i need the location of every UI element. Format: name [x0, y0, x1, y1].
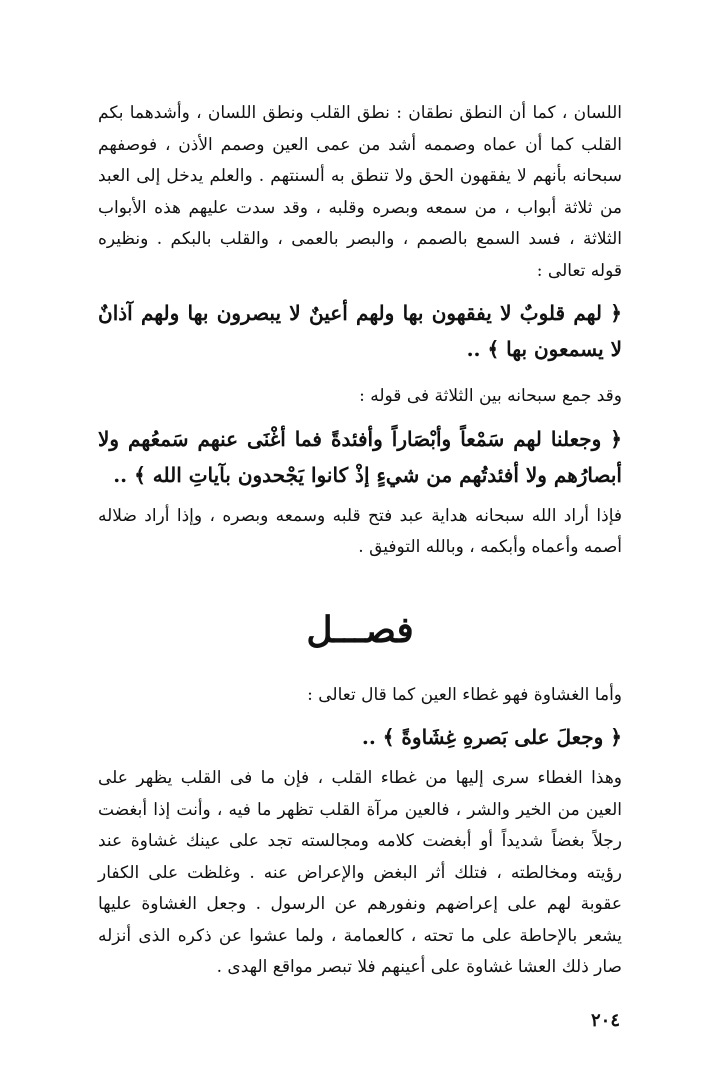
quran-verse-1: ﴿ لهم قلوبٌ لا يفقهون بها ولهم أعينٌ لا يبصرون بها ولهم آذانٌ لا يسمعون بها ﴾ .. — [98, 301, 622, 361]
spacer — [98, 287, 622, 295]
quran-verse-3: ﴿ وجعلَ على بَصرهِ غِشَاوةً ﴾ .. — [361, 725, 622, 749]
paragraph-5: وهذا الغطاء سرى إليها من غطاء القلب ، فإن ما فى القلب يظهر على العين من الخير والشر ، فالعين مرآة القلب تظهر ما فيه ، وأنت إذا أبغضت رجلاً بغضاً شديداً أو أبغضت كلامه ومجالسته تجد على عينك غشاوة عند رؤيته ومخالطته ، فتلك أثر البغض والإعراض عنه . وغلظت على الكفار عقوبة لهم على إعراضهم ونفورهم عن الرسول . وجعل الغشاوة عليها يشعر بالإحاطة على ما تحته ، كالعمامة ، ولما عشوا عن ذكره الذى أنزله صار ذلك العشا غشاوة على أعينهم فلا تبصر مواقع الهدى . — [98, 768, 622, 977]
quran-verse-2: ﴿ وجعلنا لهم سَمْعاً وأبْصَاراً وأفئدةً فما أغْنَى عنهم سَمعُهم ولا أبصارُهم ولا أفئدتُهم من شيءٍ إذْ كانوا يَجْحدون بآياتِ الله ﴾ .. — [98, 426, 622, 487]
paragraph-3: فإذا أراد الله سبحانه هداية عبد فتح قلبه وسمعه وبصره ، وإذا أراد ضلاله أصمه وأعماه وأبكمه ، وبالله التوفيق . — [98, 505, 622, 557]
spacer — [98, 755, 622, 763]
paragraph-4: وأما الغشاوة فهو غطاء العين كما قال تعالى : — [307, 684, 622, 705]
spacer — [98, 367, 622, 381]
spacer — [98, 413, 622, 421]
spacer — [98, 493, 622, 501]
paragraph-1: اللسان ، كما أن النطق نطقان : نطق القلب ونطق اللسان ، وأشدهما بكم القلب كما أن عماه وصممه أشد من عمى العين وصمم الأذن ، فوصفهم سبحانه بأنهم لا يفقهون الحق ولا تنطق به ألسنتهم . والعلم يدخل إلى العبد من ثلاثة أبواب ، من سمعه وبصره وقلبه ، وقد سدت عليهم هذه الأبواب الثلاثة ، فسد السمع بالصمم ، والبصر بالعمى ، والقلب بالبكم . ونظيره قوله تعالى : — [98, 103, 622, 281]
section-heading: فصـــل — [306, 608, 414, 651]
spacer — [98, 711, 622, 719]
paragraph-2: وقد جمع سبحانه بين الثلاثة فى قوله : — [359, 386, 622, 406]
page-body — [98, 98, 622, 984]
page-number: ٢٠٤ — [590, 1010, 620, 1031]
